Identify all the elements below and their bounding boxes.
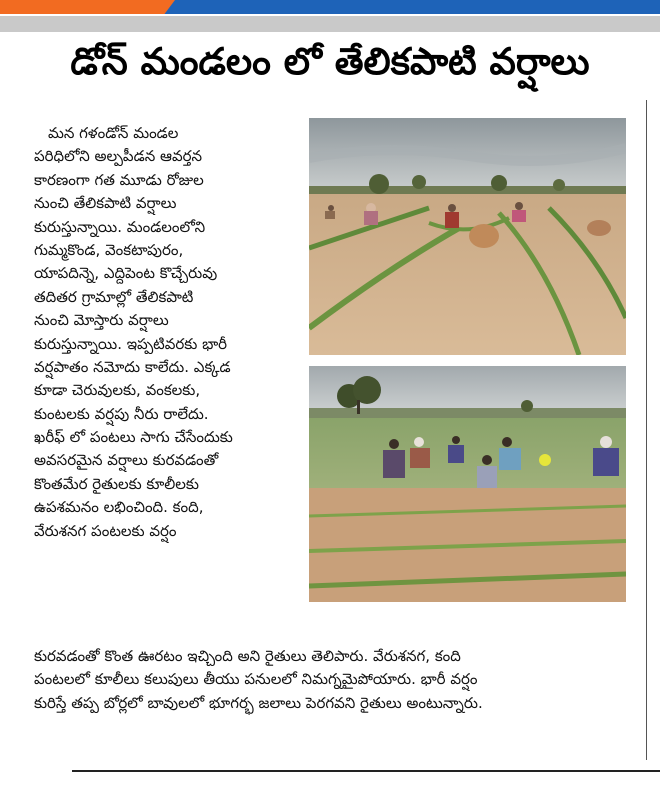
body-line: కురుస్తున్నాయి. మండలంలోని <box>34 217 206 236</box>
body-line: వేరుశనగ పంటలకు వర్షం <box>34 521 177 540</box>
field-photo-top <box>309 118 626 355</box>
headline: డోన్ మండలం లో తేలికపాటి వర్షాలు <box>70 40 590 83</box>
body-line: ఉపశమనం లభించింది. కంది, <box>34 498 204 517</box>
column-rule <box>646 100 647 760</box>
body-line: నుంచి మోస్తారు వర్షాలు <box>34 311 169 330</box>
body-line: కురిస్తే తప్ప బోర్లలో బావులలో భూగర్భ జలాలు పెరగవని రైతులు అంటున్నారు. <box>34 693 483 712</box>
article-body-column <box>34 122 302 543</box>
body-line: పరిధిలోని అల్పపీడన ఆవర్తన <box>34 147 203 166</box>
body-line: గుమ్మకొండ, వెంకటాపురం, <box>34 240 184 259</box>
body-line: కొంతమేర రైతులకు కూలీలకు <box>34 474 199 493</box>
body-line: వర్షపాతం నమోదు కాలేదు. ఎక్కడ <box>34 357 231 376</box>
body-line: కురుస్తున్నాయి. ఇప్పటివరకు భారీ <box>34 334 228 353</box>
body-line: కారణంగా గత మూడు రోజుల <box>34 170 204 189</box>
header-band <box>0 16 660 32</box>
body-line: మన గళండోన్ మండల <box>48 124 179 142</box>
body-line: కుంటలకు వర్షపు నీరు రాలేదు. <box>34 404 209 423</box>
article-body-full-width <box>34 645 634 715</box>
body-line: పంటలలో కూలీలు కలుపులు తీయు పనులలో నిమగ్నమైపోయారు. భారీ వర్షం <box>34 670 478 689</box>
body-line: కూడా చెరువులకు, వంకలకు, <box>34 381 201 400</box>
body-line: ఖరీఫ్ లో పంటలు సాగు చేసేందుకు <box>34 428 233 447</box>
field-photo-bottom <box>309 366 626 602</box>
body-line: కురవడంతో కొంత ఊరటం ఇచ్చింది అని రైతులు తెలిపారు. వేరుశనగ, కంది <box>34 647 461 665</box>
bottom-rule <box>72 770 660 772</box>
masthead-accent <box>0 0 175 14</box>
body-line: తదితర గ్రామాల్లో తేలికపాటి <box>34 287 194 306</box>
body-line: నుంచి తేలికపాటి వర్షాలు <box>34 194 177 213</box>
body-line: యాపదిన్నె, ఎద్దిపెంట కొచ్చేరువు <box>34 264 218 283</box>
body-line: అవసరమైన వర్షాలు కురవడంతో <box>34 451 219 470</box>
